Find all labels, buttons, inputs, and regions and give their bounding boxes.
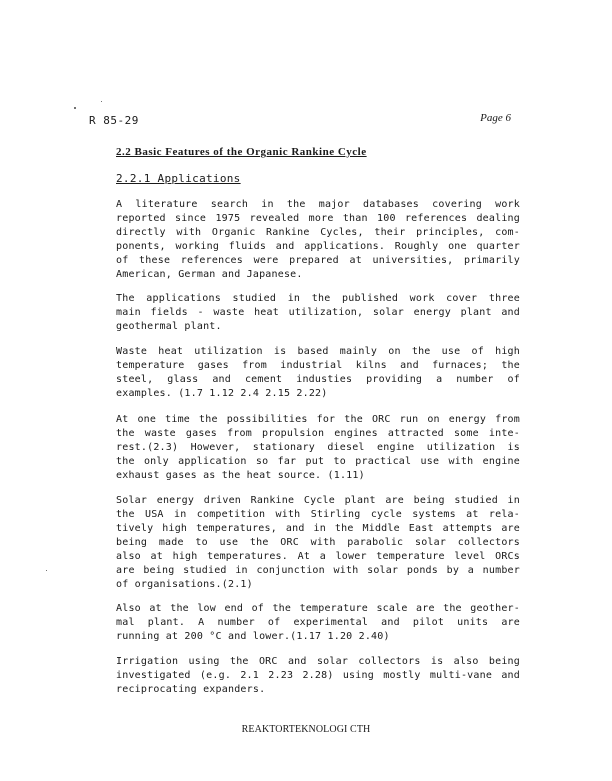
- text-line: the waste gases from propulsion engines attracted some inte-: [116, 428, 520, 439]
- text-line: American, German and Japanese.: [116, 269, 303, 280]
- text-line: temperature gases from industrial kilns and furnaces; the: [116, 360, 520, 371]
- text-line: reciprocating expanders.: [116, 684, 266, 695]
- text-line: directly with Organic Rankine Cycles, their principles, com-: [116, 227, 520, 238]
- page-number: Page 6: [480, 112, 511, 124]
- text-line: Waste heat utilization is based mainly on the use of high: [116, 346, 520, 357]
- text-line: running at 200 °C and lower.(1.17 1.20 2.40): [116, 631, 390, 642]
- paragraph-literature-search: [116, 198, 520, 282]
- text-line: The applications studied in the published work cover three: [116, 293, 520, 304]
- text-line: rest.(2.3) However, stationary diesel engine utilization is: [116, 442, 520, 453]
- text-line: Also at the low end of the temperature scale are the geother-: [116, 603, 520, 614]
- text-line: mal plant. A number of experimental and pilot units are: [116, 617, 520, 628]
- text-line: steel, glass and cement industies providing a number of: [116, 374, 520, 385]
- paragraph-irrigation: [116, 655, 520, 697]
- paragraph-geothermal: [116, 602, 520, 644]
- text-line: Solar energy driven Rankine Cycle plant are being studied in: [116, 495, 520, 506]
- text-line: are being studied in conjunction with solar ponds by a number: [116, 565, 520, 576]
- text-line: investigated (e.g. 2.1 2.23 2.28) using mostly multi-vane and: [116, 670, 520, 681]
- section-title: 2.2 Basic Features of the Organic Rankine Cycle: [116, 146, 367, 158]
- scan-speck: [46, 570, 47, 571]
- text-line: exhaust gases as the heat source. (1.11): [116, 470, 365, 481]
- paragraph-solar-energy: [116, 494, 520, 592]
- paragraph-applications-fields: [116, 292, 520, 334]
- text-line: main fields - waste heat utilization, solar energy plant and: [116, 307, 520, 318]
- text-line: reported since 1975 revealed more than 100 references dealing: [116, 213, 520, 224]
- text-line: geothermal plant.: [116, 321, 222, 332]
- text-line: the USA in competition with Stirling cycle systems at rela-: [116, 509, 520, 520]
- text-line: tively high temperatures, and in the Middle East attempts are: [116, 523, 520, 534]
- paragraph-propulsion-engines: [116, 413, 520, 483]
- text-line: being made to use the ORC with parabolic solar collectors: [116, 537, 520, 548]
- text-line: Irrigation using the ORC and solar collectors is also being: [116, 656, 520, 667]
- text-line: also at high temperatures. At a lower temperature level ORCs: [116, 551, 520, 562]
- text-line: At one time the possibilities for the ORC run on energy from: [116, 414, 520, 425]
- scan-speck: [74, 107, 76, 109]
- text-line: of organisations.(2.1): [116, 579, 253, 590]
- paragraph-waste-heat: [116, 345, 520, 401]
- text-line: examples. (1.7 1.12 2.4 2.15 2.22): [116, 388, 328, 399]
- subsection-title: 2.2.1 Applications: [116, 172, 241, 185]
- text-line: ponents, working fluids and applications. Roughly one quarter: [116, 241, 520, 252]
- text-line: of these references were prepared at universities, primarily: [116, 255, 520, 266]
- text-line: the only application so far put to practical use with engine: [116, 456, 520, 467]
- scan-speck: [101, 101, 102, 102]
- text-line: A literature search in the major databases covering work: [116, 199, 520, 210]
- report-number: R 85-29: [89, 114, 139, 127]
- footer-department: REAKTORTEKNOLOGI CTH: [241, 724, 371, 735]
